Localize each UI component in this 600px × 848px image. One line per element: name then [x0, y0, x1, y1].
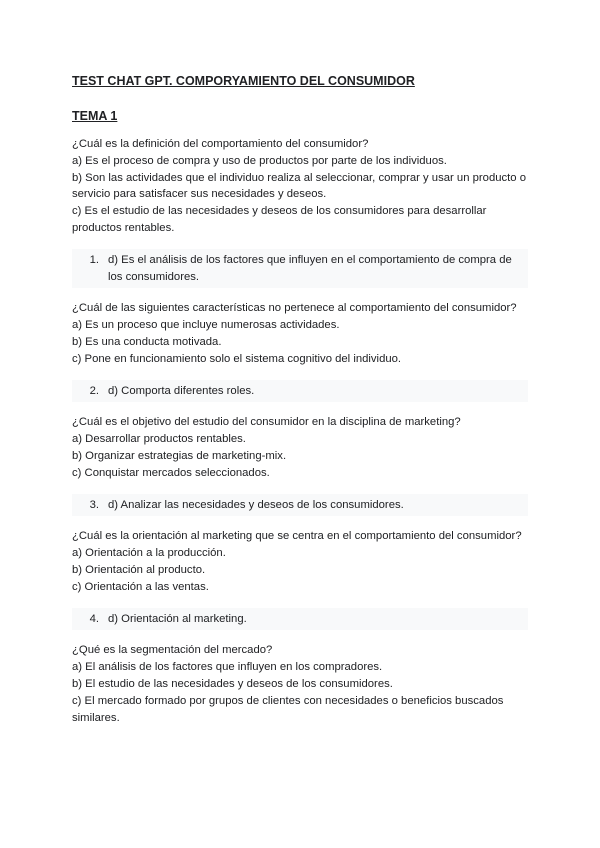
answer-item	[72, 608, 528, 631]
answer-text: d) Analizar las necesidades y deseos de los consumidores.	[108, 498, 404, 511]
option-a: a) Desarrollar productos rentables.	[72, 433, 246, 446]
option-c: c) Orientación a las ventas.	[72, 580, 209, 593]
option-b: b) Es una conducta motivada.	[72, 335, 222, 348]
answer-item	[72, 249, 528, 289]
question-text: ¿Qué es la segmentación del mercado?	[72, 644, 273, 657]
answer-text: d) Comporta diferentes roles.	[108, 384, 255, 397]
answer-text: d) Es el análisis de los factores que influyen en el comportamiento de compra de los consumidores.	[108, 253, 512, 283]
question-block	[72, 642, 528, 726]
answer-number: 4.	[89, 612, 99, 625]
option-b: b) Son las actividades que el individuo realiza al seleccionar, comprar y usar un producto o servicio para satisfacer sus necesidades y deseos.	[72, 171, 527, 201]
question-text: ¿Cuál de las siguientes características no pertenece al comportamiento del consumidor?	[72, 302, 517, 315]
option-a: a) El análisis de los factores que influyen en los compradores.	[72, 661, 383, 674]
option-c: c) Pone en funcionamiento solo el sistema cognitivo del individuo.	[72, 352, 402, 365]
option-b: b) Organizar estrategias de marketing-mix.	[72, 449, 287, 462]
question-block	[72, 528, 528, 595]
option-b: b) Orientación al producto.	[72, 563, 206, 576]
question-block	[72, 300, 528, 367]
option-c: c) Conquistar mercados seleccionados.	[72, 466, 270, 479]
option-a: a) Orientación a la producción.	[72, 547, 226, 560]
option-b: b) El estudio de las necesidades y deseos de los consumidores.	[72, 677, 393, 690]
question-text: ¿Cuál es la definición del comportamiento del consumidor?	[72, 138, 369, 150]
answer-item	[72, 494, 528, 517]
answer-number: 2.	[89, 384, 99, 397]
question-block	[72, 136, 528, 237]
section-heading: TEMA 1	[72, 109, 118, 123]
option-a: a) Es el proceso de compra y uso de productos por parte de los individuos.	[72, 154, 447, 167]
answer-text: d) Orientación al marketing.	[108, 612, 247, 625]
answer-number: 1.	[89, 253, 99, 266]
answer-item	[72, 380, 528, 403]
question-text: ¿Cuál es el objetivo del estudio del consumidor en la disciplina de marketing?	[72, 416, 461, 429]
question-block	[72, 414, 528, 481]
question-text: ¿Cuál es la orientación al marketing que se centra en el comportamiento del consumidor?	[72, 530, 522, 543]
option-c: c) Es el estudio de las necesidades y deseos de los consumidores para desarrollar productos rentables.	[72, 205, 487, 234]
answer-number: 3.	[89, 498, 99, 511]
option-c: c) El mercado formado por grupos de clientes con necesidades o beneficios buscados similares.	[72, 694, 504, 724]
option-a: a) Es un proceso que incluye numerosas actividades.	[72, 319, 340, 332]
document-title: TEST CHAT GPT. COMPORYAMIENTO DEL CONSUMIDOR	[72, 74, 415, 88]
